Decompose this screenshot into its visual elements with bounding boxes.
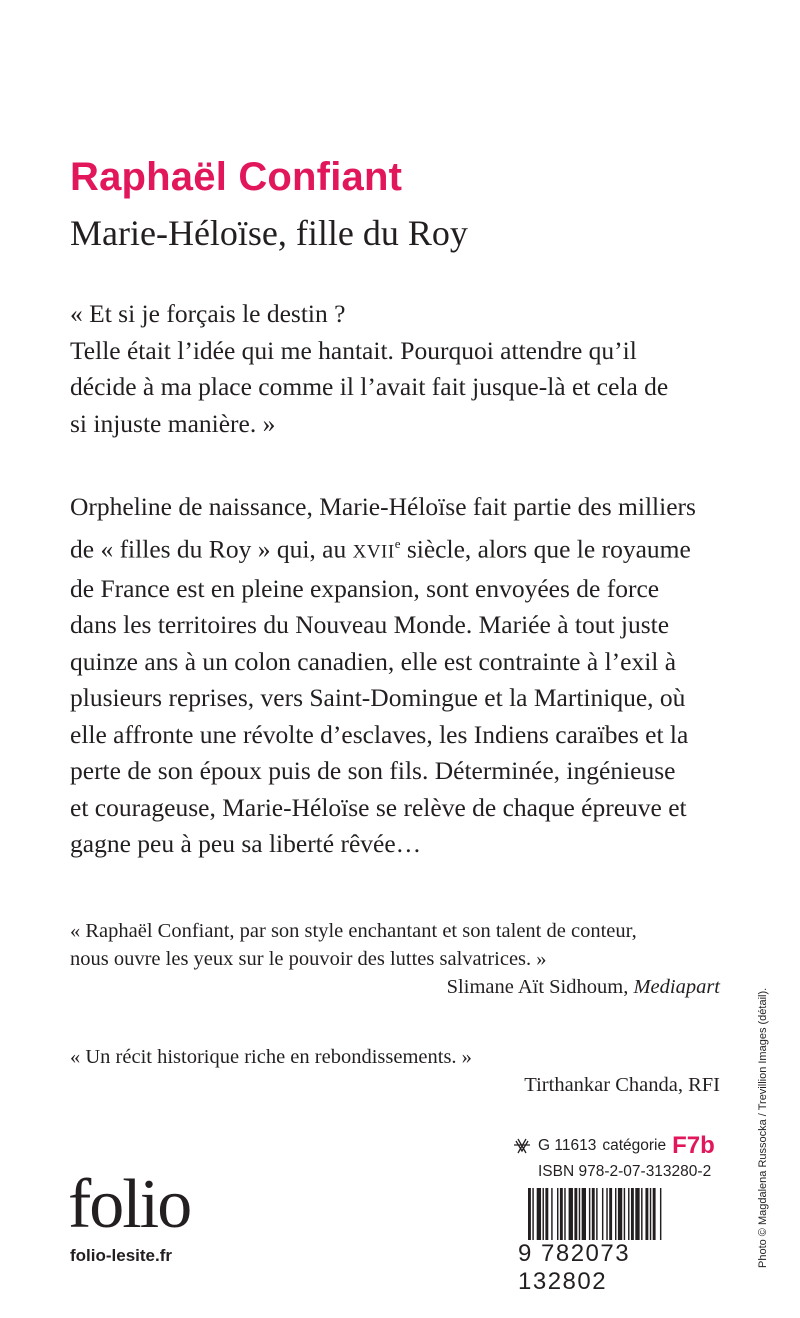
review-line: « Un récit historique riche en rebondissements. » — [70, 1046, 472, 1068]
publisher-logo: folio — [68, 1166, 191, 1243]
review-source: Tirthankar Chanda, RFI — [524, 1074, 720, 1096]
description-line: et courageuse, Marie-Héloïse se relève de chaque épreuve et — [70, 792, 687, 822]
quote-line: Telle était l’idée qui me hantait. Pourquoi attendre qu’il — [70, 335, 637, 365]
press-review-1 — [70, 917, 720, 1001]
century-superscript: e — [394, 535, 401, 551]
quote-line: si injuste manière. » — [70, 408, 276, 438]
description-text: de « filles du Roy » qui, au — [70, 534, 353, 563]
category-code: F7b — [672, 1132, 715, 1159]
category-label: catégorie — [602, 1137, 667, 1154]
review-line: « Raphaël Confiant, par son style enchantant et son talent de conteur, — [70, 920, 637, 942]
isbn: ISBN 978-2-07-313280-2 — [538, 1163, 712, 1180]
description-line — [70, 526, 720, 571]
barcode-digits: 9 782073 132802 — [518, 1240, 631, 1295]
quote-line: décide à ma place comme il l’avait fait jusque-là et cela de — [70, 372, 669, 401]
publisher-site: folio-lesite.fr — [70, 1246, 173, 1265]
description-line: plusieurs reprises, vers Saint-Domingue et la Martinique, où — [70, 683, 686, 712]
description-line: Orpheline de naissance, Marie-Héloïse fait partie des milliers — [70, 492, 696, 521]
description-line: quinze ans à un colon canadien, elle est contrainte à l’exil à — [70, 646, 677, 676]
photo-credit: Photo © Magdalena Russocka / Trevillion Images (détail). — [757, 987, 769, 1268]
century-numeral: XVII — [352, 541, 395, 562]
review-line: nous ouvre les yeux sur le pouvoir des luttes salvatrices. » — [70, 948, 547, 970]
description-line: de France est en pleine expansion, sont envoyées de force — [70, 573, 660, 603]
press-review-2 — [70, 1043, 720, 1099]
description-line: elle affronte une révolte d’esclaves, les Indiens caraïbes et la — [70, 719, 689, 749]
review-author: Slimane Aït Sidhoum, — [446, 976, 634, 998]
opening-quote — [70, 296, 720, 442]
description-line: gagne peu à peu sa liberté rêvée… — [70, 829, 422, 858]
book-title: Marie-Héloïse, fille du Roy — [70, 213, 468, 253]
recycle-icon — [512, 1137, 532, 1155]
catalog-code: G 11613 — [538, 1137, 597, 1154]
review-source — [70, 973, 720, 1001]
description-line: dans les territoires du Nouveau Monde. Mariée à tout juste — [70, 610, 670, 639]
review-publication: Mediapart — [633, 976, 720, 998]
catalog-line — [512, 1132, 715, 1160]
book-description — [70, 489, 720, 863]
description-text: siècle, alors que le royaume — [400, 534, 691, 563]
author-name: Raphaël Confiant — [70, 155, 403, 199]
quote-line: « Et si je forçais le destin ? — [70, 299, 346, 328]
description-line: perte de son époux puis de son fils. Déterminée, ingénieuse — [70, 756, 676, 785]
